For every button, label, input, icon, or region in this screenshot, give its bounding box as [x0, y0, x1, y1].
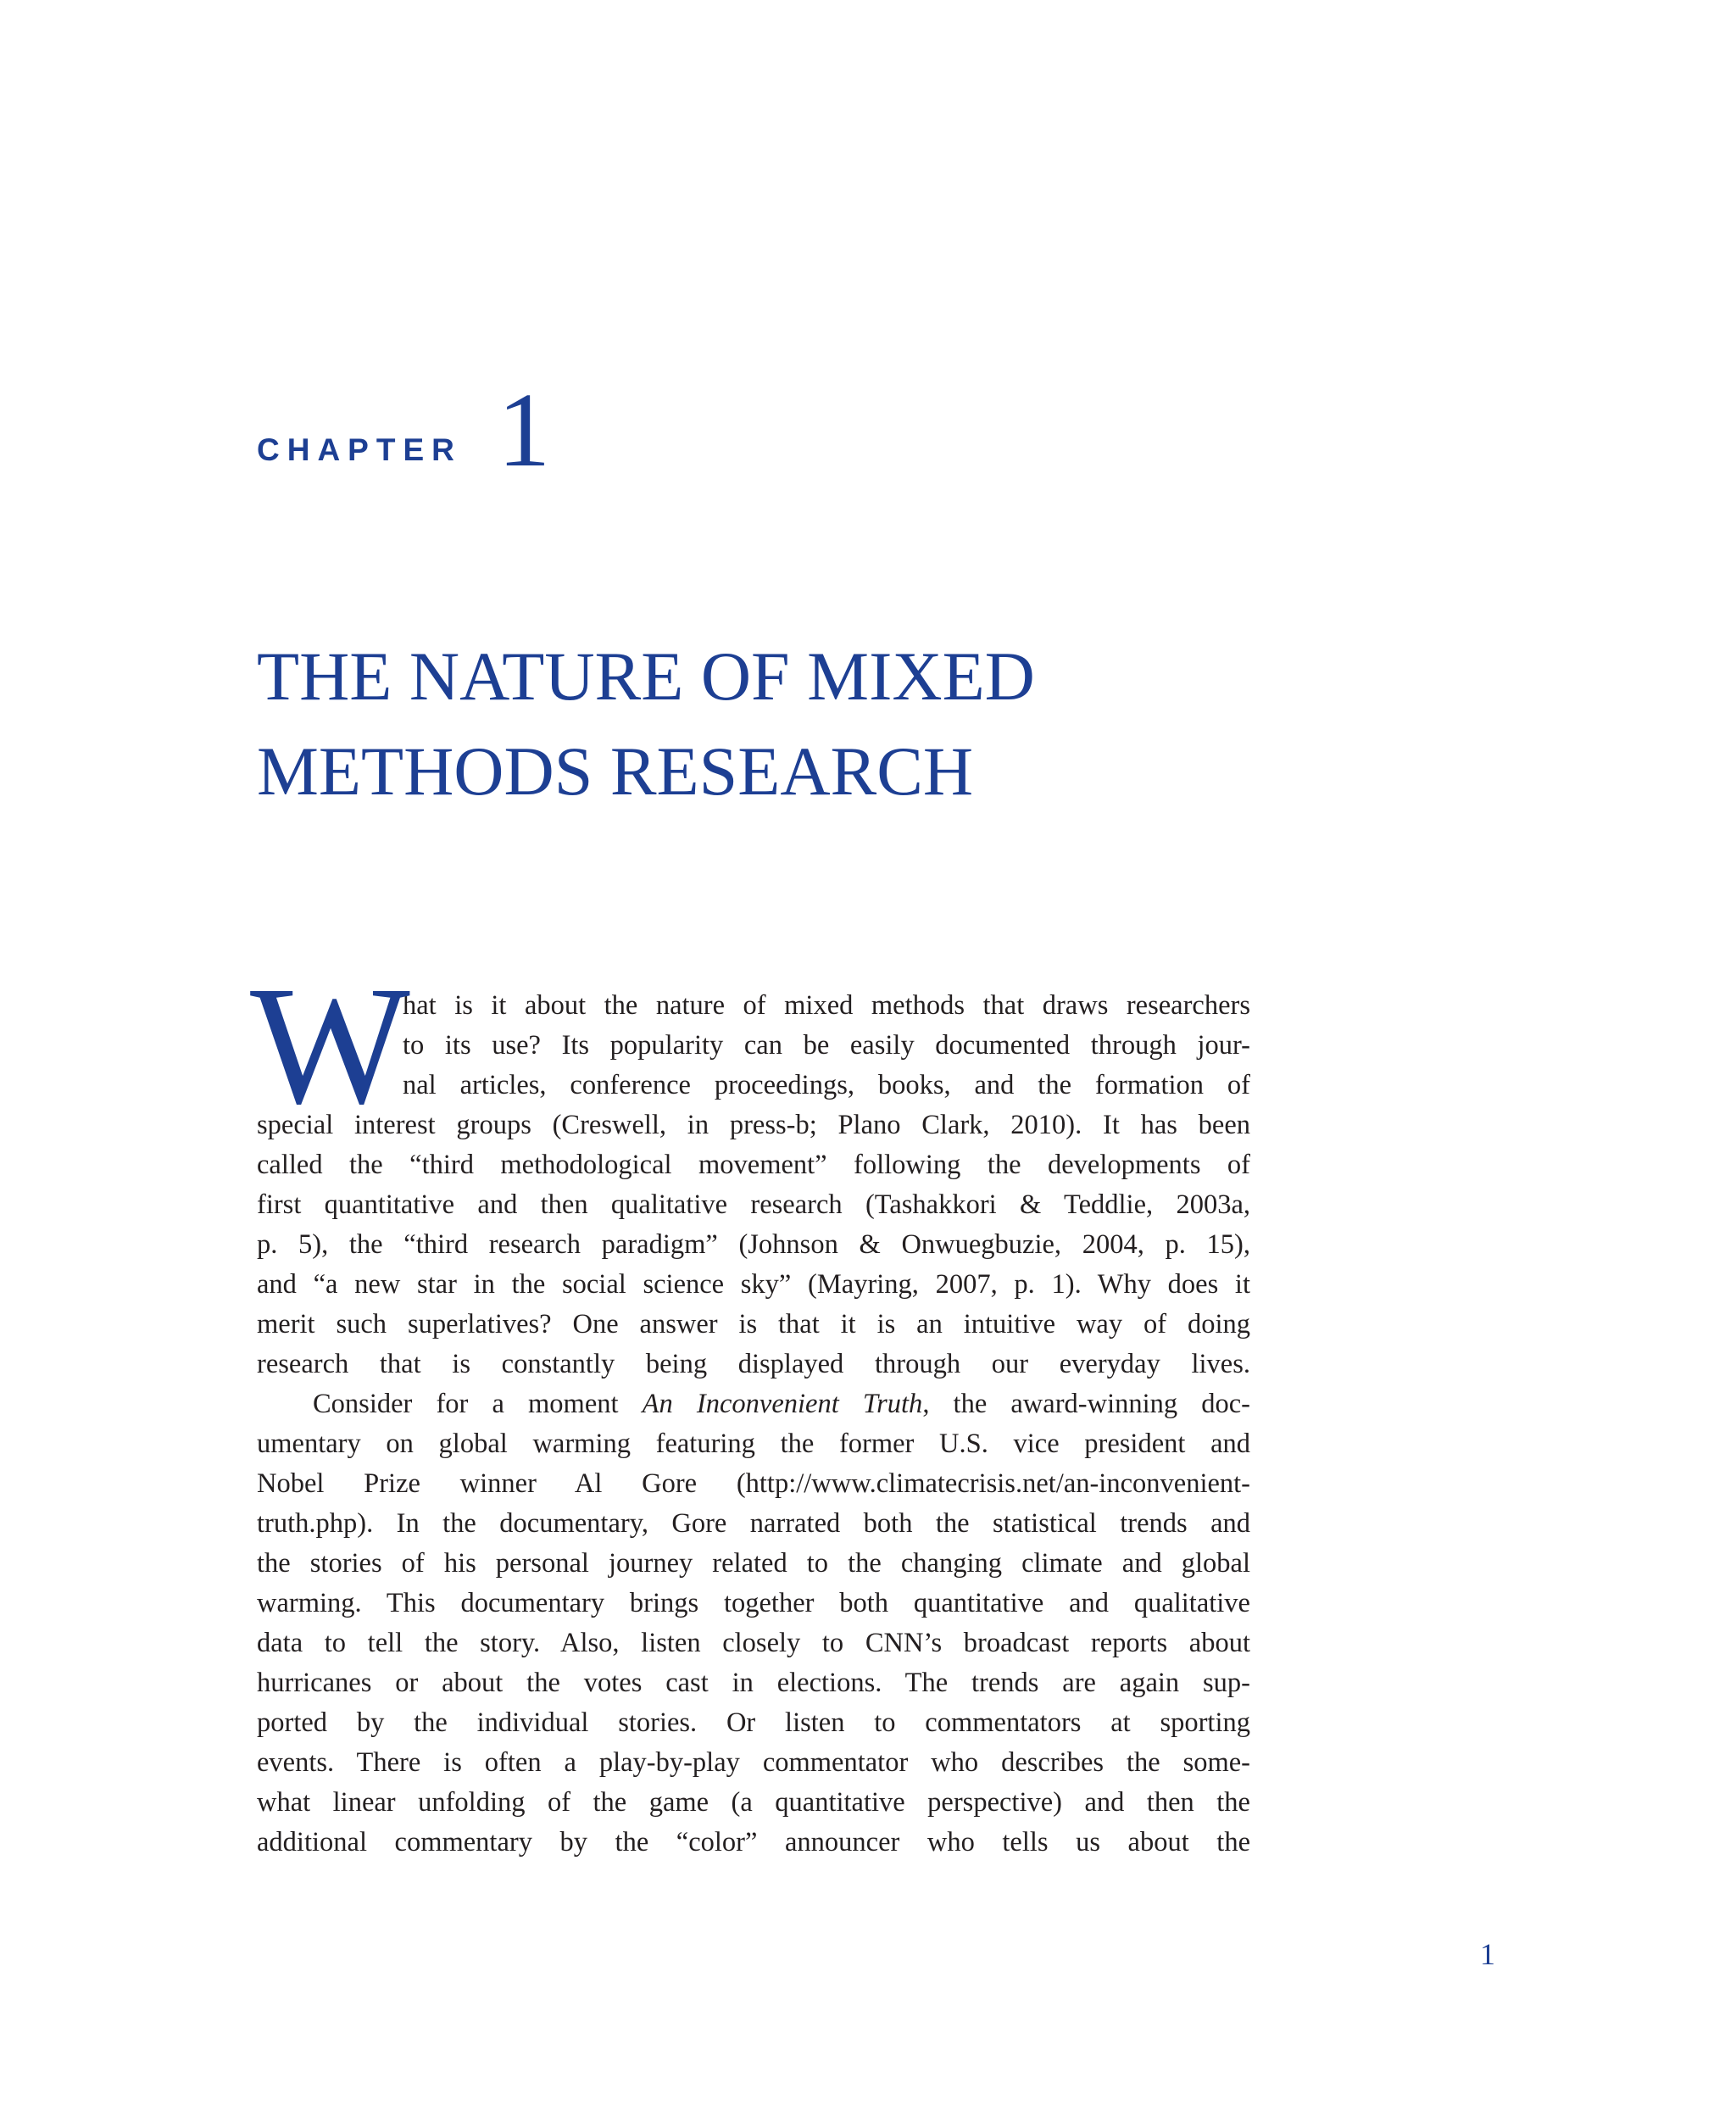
text-line: truth.php). In the documentary, Gore narrated both the statistical trends and: [257, 1508, 1250, 1539]
text-run: Consider for a moment: [313, 1389, 643, 1419]
body-text: [250, 952, 1250, 1863]
chapter-title: [257, 629, 1359, 819]
chapter-label: CHAPTER: [257, 432, 462, 467]
text-line: called the “third methodological movement” following the developments of: [257, 1150, 1250, 1180]
text-line: nal articles, conference proceedings, books, and the formation of: [403, 1070, 1250, 1100]
text-line: Nobel Prize winner Al Gore (http://www.climatecrisis.net/an-inconvenient-: [257, 1468, 1250, 1499]
text-line: first quantitative and then qualitative research (Tashakkori & Teddlie, 2003a,: [257, 1189, 1250, 1220]
text-line: what linear unfolding of the game (a quantitative perspective) and then the: [257, 1787, 1250, 1818]
text-line: special interest groups (Creswell, in press-b; Plano Clark, 2010). It has been: [257, 1110, 1250, 1140]
text-line: p. 5), the “third research paradigm” (Johnson & Onwuegbuzie, 2004, p. 15),: [257, 1229, 1250, 1260]
text-line: and “a new star in the social science sky” (Mayring, 2007, p. 1). Why does it: [257, 1269, 1250, 1300]
text-line: hurricanes or about the votes cast in elections. The trends are again sup-: [257, 1668, 1250, 1698]
text-line: [257, 1384, 1250, 1424]
text-line: to its use? Its popularity can be easily documented through jour-: [403, 1030, 1250, 1061]
drop-cap: W: [250, 952, 410, 1139]
chapter-heading: [257, 372, 551, 489]
film-title: An Inconvenient Truth: [642, 1389, 923, 1419]
text-line: additional commentary by the “color” announcer who tells us about the: [257, 1827, 1250, 1857]
text-line: merit such superlatives? One answer is that it is an intuitive way of doing: [257, 1309, 1250, 1339]
text-line: research that is constantly being displayed through our everyday lives.: [257, 1349, 1250, 1379]
paragraph-2: [257, 1384, 1250, 1863]
text-line: data to tell the story. Also, listen closely to CNN’s broadcast reports about: [257, 1628, 1250, 1658]
text-line: umentary on global warming featuring the former U.S. vice president and: [257, 1429, 1250, 1459]
chapter-title-line-2: METHODS RESEARCH: [257, 732, 974, 810]
text-line: warming. This documentary brings together both quantitative and qualitative: [257, 1588, 1250, 1618]
text-line: ported by the individual stories. Or listen to commentators at sporting: [257, 1707, 1250, 1738]
page-number: 1: [1480, 1937, 1495, 1971]
chapter-title-line-1: THE NATURE OF MIXED: [257, 638, 1035, 715]
text-line: the stories of his personal journey related to the changing climate and global: [257, 1548, 1250, 1579]
text-line: hat is it about the nature of mixed methods that draws researchers: [403, 990, 1250, 1021]
text-line: events. There is often a play-by-play commentator who describes the some-: [257, 1747, 1250, 1778]
text-run: , the award-winning doc-: [922, 1389, 1250, 1419]
chapter-number: 1: [497, 372, 551, 489]
